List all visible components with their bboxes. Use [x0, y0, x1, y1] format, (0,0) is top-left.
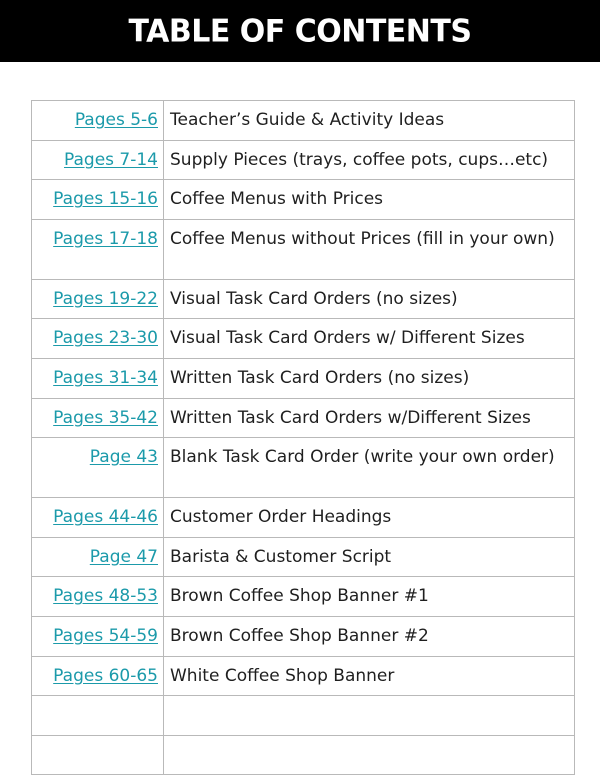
page-link[interactable]: Pages 7-14	[64, 149, 158, 170]
page-link[interactable]: Pages 44-46	[53, 507, 158, 528]
description-cell: Teacher’s Guide & Activity Ideas	[164, 101, 575, 141]
table-row	[32, 101, 575, 141]
page-link[interactable]: Pages 31-34	[53, 367, 158, 388]
page-link[interactable]: Pages 35-42	[53, 407, 158, 428]
table-row	[32, 498, 575, 538]
pages-cell	[32, 101, 164, 141]
description-cell: Barista & Customer Script	[164, 537, 575, 577]
page-link[interactable]: Pages 60-65	[53, 665, 158, 686]
description-cell: Visual Task Card Orders (no sizes)	[164, 279, 575, 319]
table-row	[32, 140, 575, 180]
description-cell: Visual Task Card Orders w/ Different Sizes	[164, 319, 575, 359]
pages-cell	[32, 735, 164, 775]
pages-cell	[32, 279, 164, 319]
page-link[interactable]: Pages 15-16	[53, 189, 158, 210]
description-cell: Coffee Menus with Prices	[164, 180, 575, 220]
page-link[interactable]: Pages 54-59	[53, 625, 158, 646]
table-row-empty	[32, 696, 575, 736]
description-cell: Brown Coffee Shop Banner #2	[164, 616, 575, 656]
description-cell: Coffee Menus without Prices (fill in your own)	[164, 219, 575, 279]
pages-cell	[32, 319, 164, 359]
description-cell: Blank Task Card Order (write your own order)	[164, 438, 575, 498]
table-row	[32, 219, 575, 279]
pages-cell	[32, 656, 164, 696]
table-row-empty	[32, 735, 575, 775]
description-cell	[164, 735, 575, 775]
description-cell: White Coffee Shop Banner	[164, 656, 575, 696]
pages-cell	[32, 180, 164, 220]
table-row	[32, 180, 575, 220]
pages-cell	[32, 358, 164, 398]
page-link[interactable]: Pages 19-22	[53, 288, 158, 309]
description-cell	[164, 696, 575, 736]
pages-cell	[32, 537, 164, 577]
page-link[interactable]: Page 47	[89, 546, 158, 567]
description-cell: Customer Order Headings	[164, 498, 575, 538]
table-row	[32, 438, 575, 498]
page-title: TABLE OF CONTENTS	[128, 12, 472, 50]
description-cell: Written Task Card Orders w/Different Sizes	[164, 398, 575, 438]
page-link[interactable]: Pages 5-6	[74, 110, 158, 130]
pages-cell	[32, 438, 164, 498]
description-cell: Written Task Card Orders (no sizes)	[164, 358, 575, 398]
table-row	[32, 398, 575, 438]
table-row	[32, 358, 575, 398]
pages-cell	[32, 398, 164, 438]
table-row	[32, 656, 575, 696]
pages-cell	[32, 140, 164, 180]
header-banner	[0, 0, 600, 62]
pages-cell	[32, 219, 164, 279]
page-link[interactable]: Pages 17-18	[53, 228, 158, 249]
table-row	[32, 279, 575, 319]
pages-cell	[32, 696, 164, 736]
page-link[interactable]: Page 43	[89, 447, 158, 468]
description-cell: Supply Pieces (trays, coffee pots, cups…etc)	[164, 140, 575, 180]
page-link[interactable]: Pages 23-30	[53, 328, 158, 349]
table-row	[32, 537, 575, 577]
table-row	[32, 319, 575, 359]
table-row	[32, 577, 575, 617]
toc-table	[31, 100, 575, 775]
description-cell: Brown Coffee Shop Banner #1	[164, 577, 575, 617]
pages-cell	[32, 616, 164, 656]
pages-cell	[32, 577, 164, 617]
page-link[interactable]: Pages 48-53	[53, 586, 158, 607]
table-row	[32, 616, 575, 656]
pages-cell	[32, 498, 164, 538]
